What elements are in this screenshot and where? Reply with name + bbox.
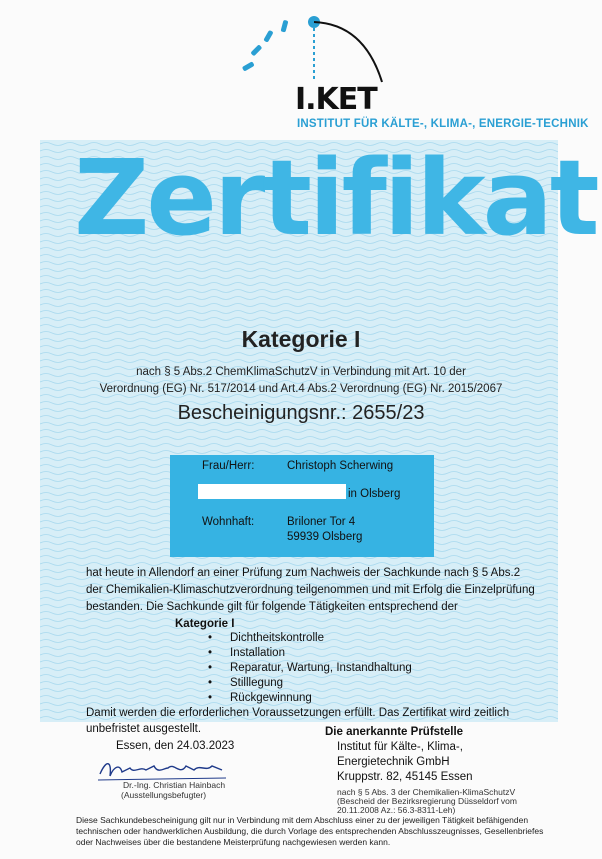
logo-text: I.KET bbox=[295, 82, 377, 117]
salutation-label: Frau/Herr: bbox=[202, 460, 255, 472]
place-date: Essen, den 24.03.2023 bbox=[116, 740, 235, 752]
wave-line bbox=[40, 626, 558, 629]
wave-line bbox=[40, 297, 558, 300]
legal-basis-line-1: nach § 5 Abs.2 ChemKlimaSchutzV in Verbindung mit Art. 10 der bbox=[136, 366, 466, 378]
list-item: • Stilllegung bbox=[208, 677, 284, 689]
approval-note-2: (Bescheid der Bezirksregierung Düsseldorf vom bbox=[337, 796, 517, 806]
list-item: • Installation bbox=[208, 647, 285, 659]
holder-street: Briloner Tor 4 bbox=[287, 516, 356, 528]
legal-basis-line-2: Verordnung (EG) Nr. 517/2014 und Art.4 Abs.2 Verordnung (EG) Nr. 2015/2067 bbox=[99, 383, 503, 395]
wave-line bbox=[40, 437, 558, 440]
closing-line-2: unbefristet ausgestellt. bbox=[86, 723, 202, 735]
wave-line bbox=[40, 451, 558, 454]
wave-line bbox=[40, 269, 558, 272]
activity-list bbox=[208, 632, 412, 707]
wave-line bbox=[40, 430, 558, 433]
wave-line bbox=[40, 444, 558, 447]
wave-line bbox=[40, 619, 558, 622]
wave-line bbox=[40, 276, 558, 279]
testing-body-heading: Die anerkannte Prüfstelle bbox=[325, 726, 464, 738]
list-item: • Reparatur, Wartung, Instandhaltung bbox=[208, 662, 412, 674]
approval-note-1: nach § 5 Abs. 3 der Chemikalien-KlimaSchutzV bbox=[337, 787, 516, 797]
category-heading: Kategorie I bbox=[241, 326, 361, 352]
signer-name: Dr.-Ing. Christian Hainbach bbox=[123, 780, 226, 790]
wave-line bbox=[40, 304, 558, 307]
certificate-number-label: Bescheinigungsnr.: bbox=[177, 402, 347, 424]
wave-line bbox=[40, 311, 558, 314]
closing-line-1: Damit werden die erforderlichen Voraussetzungen erfüllt. Das Zertifikat wird zeitlich bbox=[86, 707, 510, 719]
body-line-2: der Chemikalien-Klimaschutzverordnung teilgenommen und mit Erfolg die Einzelprüfung bbox=[86, 584, 535, 596]
wave-line bbox=[40, 360, 558, 363]
holder-name: Christoph Scherwing bbox=[287, 460, 394, 472]
certificate-number bbox=[0, 402, 602, 425]
holder-details-box bbox=[170, 455, 434, 557]
holder-city: 59939 Olsberg bbox=[287, 531, 363, 543]
approval-note-3: 20.11.2008 Az.: 56.3-8311-Leh) bbox=[337, 805, 456, 815]
footnote: Diese Sachkundebescheinigung gilt nur in Verbindung mit dem Abschluss einer zu der jeweiligen Tätigkeit befähigenden technischen oder handwerklichen Ausbildung, die durch Vorlage des entsprechenden Abschlusszeugnisses, Gesellenbriefes oder Nachweises über die bestandene Meisterprüfung nachgewiesen werden kann. bbox=[76, 815, 544, 847]
iket-logo bbox=[236, 10, 589, 130]
body-line-3: bestanden. Die Sachkunde gilt für folgende Tätigkeiten entsprechend der bbox=[86, 601, 458, 613]
redacted-field bbox=[198, 484, 346, 499]
certificate-number-value: 2655/23 bbox=[352, 402, 425, 424]
wave-line bbox=[40, 318, 558, 321]
activities-category: Kategorie I bbox=[175, 618, 235, 630]
testing-body-line-3: Kruppstr. 82, 45145 Essen bbox=[337, 771, 473, 783]
testing-body-line-2: Energietechnik GmbH bbox=[337, 756, 450, 768]
institute-name: INSTITUT FÜR KÄLTE-, KLIMA-, ENERGIE-TECHNIK bbox=[297, 118, 589, 130]
wave-line bbox=[40, 283, 558, 286]
certificate-title: Zertifikat bbox=[74, 137, 597, 259]
logo-arc-icon bbox=[236, 10, 556, 130]
wave-line bbox=[40, 563, 558, 566]
residence-label: Wohnhaft: bbox=[202, 516, 255, 528]
testing-body-line-1: Institut für Kälte-, Klima-, bbox=[337, 741, 463, 753]
signer-role: (Ausstellungsbefugter) bbox=[121, 790, 207, 800]
wave-line bbox=[40, 290, 558, 293]
holder-birthplace: in Olsberg bbox=[348, 488, 401, 500]
list-item: • Dichtheitskontrolle bbox=[208, 632, 324, 644]
list-item: • Rückgewinnung bbox=[208, 692, 312, 704]
body-line-1: hat heute in Allendorf an einer Prüfung zum Nachweis der Sachkunde nach § 5 Abs.2 bbox=[86, 567, 521, 579]
wave-line bbox=[40, 262, 558, 265]
